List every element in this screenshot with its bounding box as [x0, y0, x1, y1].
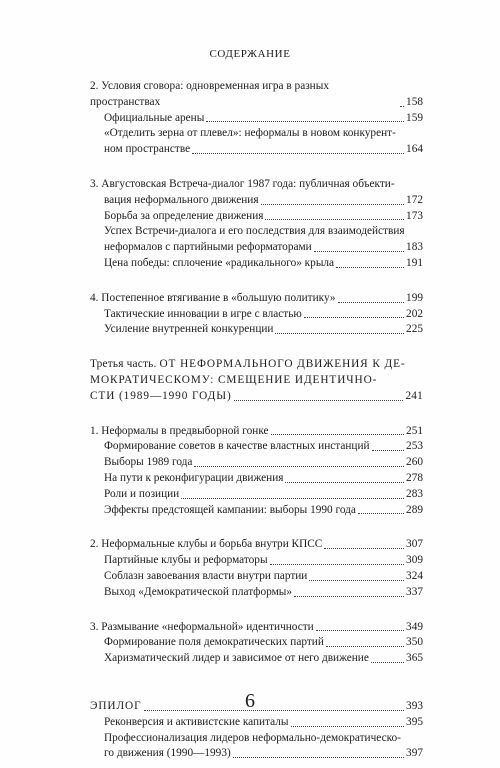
- dot-leader: [181, 498, 404, 499]
- toc-entry-title: Выход «Демократической платформы»: [104, 585, 292, 598]
- toc-entry-page: 199: [406, 291, 423, 304]
- toc-entry-title: 3. Размывание «неформальной» идентичности: [90, 620, 314, 633]
- toc-entry[interactable]: [90, 256, 423, 272]
- dot-leader: [270, 564, 405, 565]
- toc-entry[interactable]: [90, 291, 423, 307]
- dot-leader: [294, 596, 404, 597]
- dot-leader: [371, 662, 404, 663]
- toc-entry[interactable]: [90, 111, 423, 127]
- part-title-line: СТИ (1989—1990 ГОДЫ): [90, 389, 232, 402]
- dot-leader: [265, 219, 404, 220]
- toc-entry-page: 173: [406, 209, 423, 222]
- toc-entry-page: 260: [406, 456, 423, 469]
- toc-entry-title: Роли и позиции: [104, 487, 180, 500]
- dot-leader: [206, 121, 404, 122]
- toc-part-entry[interactable]: [90, 357, 423, 404]
- toc-entry-title-line: го движения (1990—1993): [104, 747, 231, 760]
- toc-entry-page: 337: [406, 585, 423, 598]
- dot-leader: [275, 333, 404, 334]
- dot-leader: [234, 400, 404, 401]
- toc-entry-page: 253: [406, 440, 423, 453]
- toc-entry-page: 307: [406, 538, 423, 551]
- toc-entry-title: Выборы 1989 года: [104, 456, 193, 469]
- toc-entry-title: Цена победы: сплочение «радикального» крыла: [104, 256, 335, 269]
- dot-leader: [304, 317, 404, 318]
- toc-entry-page: 365: [406, 652, 423, 665]
- part-title-line: МОКРАТИЧЕСКОМУ: СМЕЩЕНИЕ ИДЕНТИЧНО-: [90, 373, 378, 386]
- dot-leader: [261, 204, 405, 205]
- toc-entry[interactable]: [90, 455, 423, 471]
- toc-entry-page: 225: [406, 323, 423, 336]
- toc-entry-title: 2. Неформальные клубы и борьба внутри КПСС: [90, 538, 323, 551]
- toc-entry-title: ЭПИЛОГ: [90, 699, 142, 712]
- toc-entry-title-line: Профессионализация лидеров неформально-демократическо-: [104, 731, 401, 744]
- dot-leader: [194, 466, 404, 467]
- part-prefix: Третья часть.: [90, 358, 157, 371]
- toc-entry[interactable]: [90, 322, 423, 338]
- toc-entry[interactable]: [90, 731, 423, 763]
- toc-entry[interactable]: [90, 424, 423, 440]
- toc-entry-title-line: Успех Встречи-диалога и его последствия для взаимодействия: [104, 225, 405, 238]
- toc-entry[interactable]: [90, 651, 423, 667]
- toc-entry-title-line: вация неформального движения: [104, 193, 259, 206]
- toc-entry[interactable]: [90, 177, 423, 209]
- toc-entry-title: 2. Условия сговора: одновременная игра в разных пространствах: [90, 80, 329, 108]
- toc-entry-title: На пути к реконфигурации движения: [104, 471, 284, 484]
- toc-entry-title: Партийные клубы и реформаторы: [104, 554, 268, 567]
- toc-entry-page: 397: [406, 747, 423, 760]
- toc-entry-page: 309: [406, 554, 423, 567]
- dot-leader: [271, 434, 404, 435]
- toc-entry-title: Усиление внутренней конкуренции: [104, 323, 274, 336]
- toc-entry[interactable]: [90, 471, 423, 487]
- toc-entry-page: 393: [406, 699, 423, 712]
- toc-entry-title: Реконверсия и активистские капиталы: [104, 715, 289, 728]
- toc-entry-page: 202: [406, 307, 423, 320]
- toc-entry-title: Официальные арены: [104, 111, 205, 124]
- toc-entry[interactable]: [90, 569, 423, 585]
- toc-entry-title-line: неформалов с партийными реформаторами: [104, 241, 312, 254]
- toc-entry[interactable]: [90, 620, 423, 636]
- toc-entry-page: 191: [406, 256, 423, 269]
- toc-entry[interactable]: [90, 553, 423, 569]
- part-title-line: ОТ НЕФОРМАЛЬНОГО ДВИЖЕНИЯ К ДЕ-: [159, 358, 406, 371]
- toc-entry-title: Соблазн завоевания власти внутри партии: [104, 569, 308, 582]
- toc-entry-title: 4. Постепенное втягивание в «большую политику»: [90, 291, 336, 304]
- dot-leader: [372, 450, 404, 451]
- dot-leader: [233, 757, 404, 758]
- dot-leader: [314, 251, 404, 252]
- toc-entry-page: 349: [406, 620, 423, 633]
- toc-entry-page: 172: [406, 193, 423, 206]
- dot-leader: [338, 302, 405, 303]
- dot-leader: [326, 646, 404, 647]
- toc-entry-page: 395: [406, 715, 423, 728]
- toc-entry-page: 350: [406, 636, 423, 649]
- toc-entry-title: Формирование советов в качестве властных инстанций: [104, 440, 370, 453]
- toc-entry-page: 251: [406, 424, 423, 437]
- dot-leader: [324, 548, 404, 549]
- dot-leader: [358, 513, 404, 514]
- toc-entry-title-line: 3. Августовская Встреча-диалог 1987 года: публичная объекти-: [90, 177, 395, 190]
- toc-entry-title: Борьба за определение движения: [104, 209, 264, 222]
- toc-entry[interactable]: [90, 715, 423, 731]
- toc-entry[interactable]: [90, 224, 423, 256]
- toc-entry[interactable]: [90, 537, 423, 553]
- toc-entry-page: 158: [406, 95, 423, 108]
- toc-entry-title: Эффекты предстоящей кампании: выборы 1990 года: [104, 503, 356, 516]
- dot-leader: [316, 630, 404, 631]
- toc-entry-page: 289: [406, 503, 423, 516]
- toc-entry[interactable]: [90, 585, 423, 601]
- dot-leader: [291, 726, 405, 727]
- toc-entry[interactable]: [90, 126, 423, 158]
- toc-entry[interactable]: [90, 79, 423, 111]
- dot-leader: [400, 106, 404, 107]
- toc-entry-title-line: «Отделить зерна от плевел»: неформалы в новом конкурент-: [104, 127, 396, 140]
- toc-entry-page: 241: [405, 389, 423, 402]
- page-heading: СОДЕРЖАНИЕ: [209, 48, 291, 60]
- page-number: 6: [245, 690, 255, 712]
- toc-entry[interactable]: [90, 487, 423, 503]
- toc-entry-page: 164: [406, 143, 423, 156]
- toc-entry-title: Формирование поля демократических партий: [104, 636, 324, 649]
- toc-entry[interactable]: [90, 439, 423, 455]
- toc-entry[interactable]: [90, 209, 423, 225]
- toc-entry-title-line: ном пространстве: [104, 143, 191, 156]
- toc-entry-page: 278: [406, 471, 423, 484]
- toc-entry-title: Тактические инновации в игре с властью: [104, 307, 302, 320]
- toc-entry[interactable]: [90, 635, 423, 651]
- toc-entry-title: Харизматический лидер и зависимое от него движение: [104, 652, 369, 665]
- toc-entry-title: 1. Неформалы в предвыборной гонке: [90, 424, 269, 437]
- toc-entry-page: 324: [406, 569, 423, 582]
- dot-leader: [309, 580, 404, 581]
- toc-entry[interactable]: [90, 503, 423, 519]
- dot-leader: [336, 267, 404, 268]
- toc-entry-page: 183: [406, 241, 423, 254]
- table-of-contents: [90, 79, 423, 762]
- dot-leader: [192, 153, 404, 154]
- dot-leader: [285, 482, 404, 483]
- toc-entry-page: 159: [406, 111, 423, 124]
- toc-entry-page: 283: [406, 487, 423, 500]
- toc-entry[interactable]: [90, 307, 423, 323]
